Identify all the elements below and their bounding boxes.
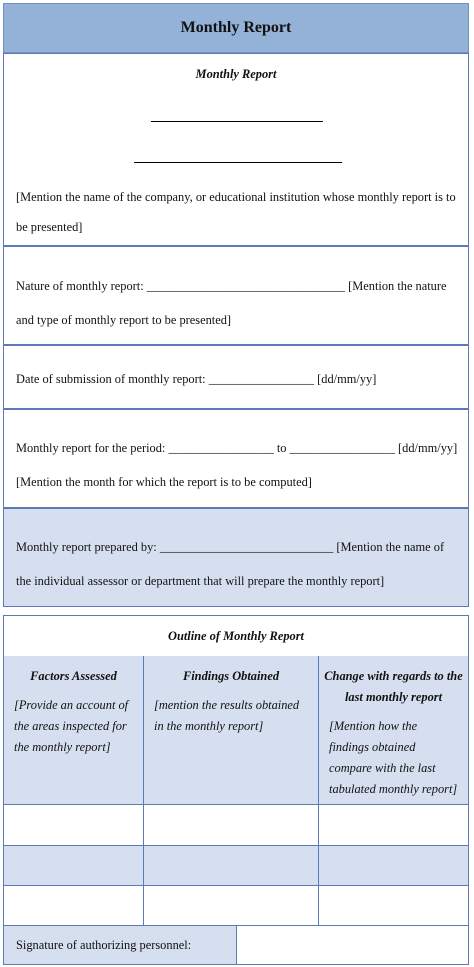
table-row	[4, 885, 468, 925]
table-row	[4, 845, 468, 885]
company-section	[3, 53, 469, 246]
prepared-by-section	[3, 508, 469, 607]
table-row	[4, 804, 468, 845]
table-cell[interactable]	[144, 805, 319, 845]
page-title: Monthly Report	[180, 19, 292, 36]
period-text	[16, 431, 458, 499]
table-cell[interactable]	[144, 846, 319, 885]
submission-date-text: Date of submission of monthly report: _________________ [dd/mm/yy]	[16, 372, 377, 386]
prepared-by-text: Monthly report prepared by: ____________________________ [Mention the name of the individual assessor or department that will prepare the monthly report]	[16, 540, 445, 588]
table-cell[interactable]	[4, 846, 144, 885]
outline-title: Outline of Monthly Report	[4, 616, 468, 657]
blank-line-1[interactable]	[151, 121, 323, 122]
nature-section	[3, 246, 469, 345]
nature-text: Nature of monthly report: ________________________________ [Mention the nature and type of monthly report to be presented]	[16, 279, 447, 327]
table-cell[interactable]	[319, 846, 468, 885]
submission-date-section	[3, 345, 469, 409]
table-cell[interactable]	[144, 886, 319, 925]
change-heading: Change with regards to the last monthly report	[324, 669, 463, 704]
findings-heading: Findings Obtained	[182, 669, 280, 683]
period-range-text: Monthly report for the period: _________________ to _________________ [dd/mm/yy]	[16, 441, 458, 455]
findings-column	[144, 656, 319, 804]
table-cell[interactable]	[319, 886, 468, 925]
outline-table	[3, 615, 469, 965]
signature-row	[4, 925, 468, 964]
factors-heading: Factors Assessed	[30, 669, 117, 683]
findings-body: [mention the results obtained in the monthly report]	[154, 698, 300, 733]
section-subtitle: Monthly Report	[195, 67, 277, 81]
factors-body: [Provide an account of the areas inspected for the monthly report]	[14, 698, 129, 754]
period-note: [Mention the month for which the report is to be computed]	[16, 475, 312, 489]
company-instruction: [Mention the name of the company, or educational institution whose monthly report is to be presented]	[16, 190, 456, 234]
table-cell[interactable]	[4, 886, 144, 925]
change-column	[319, 656, 468, 804]
period-section	[3, 409, 469, 508]
signature-label: Signature of authorizing personnel:	[4, 926, 237, 964]
table-cell[interactable]	[319, 805, 468, 845]
signature-field[interactable]	[237, 926, 468, 964]
title-bar	[3, 3, 469, 53]
blank-line-2[interactable]	[134, 162, 342, 163]
change-body: [Mention how the findings obtained compare with the last tabulated monthly report]	[329, 719, 458, 796]
table-cell[interactable]	[4, 805, 144, 845]
factors-column	[4, 656, 144, 804]
